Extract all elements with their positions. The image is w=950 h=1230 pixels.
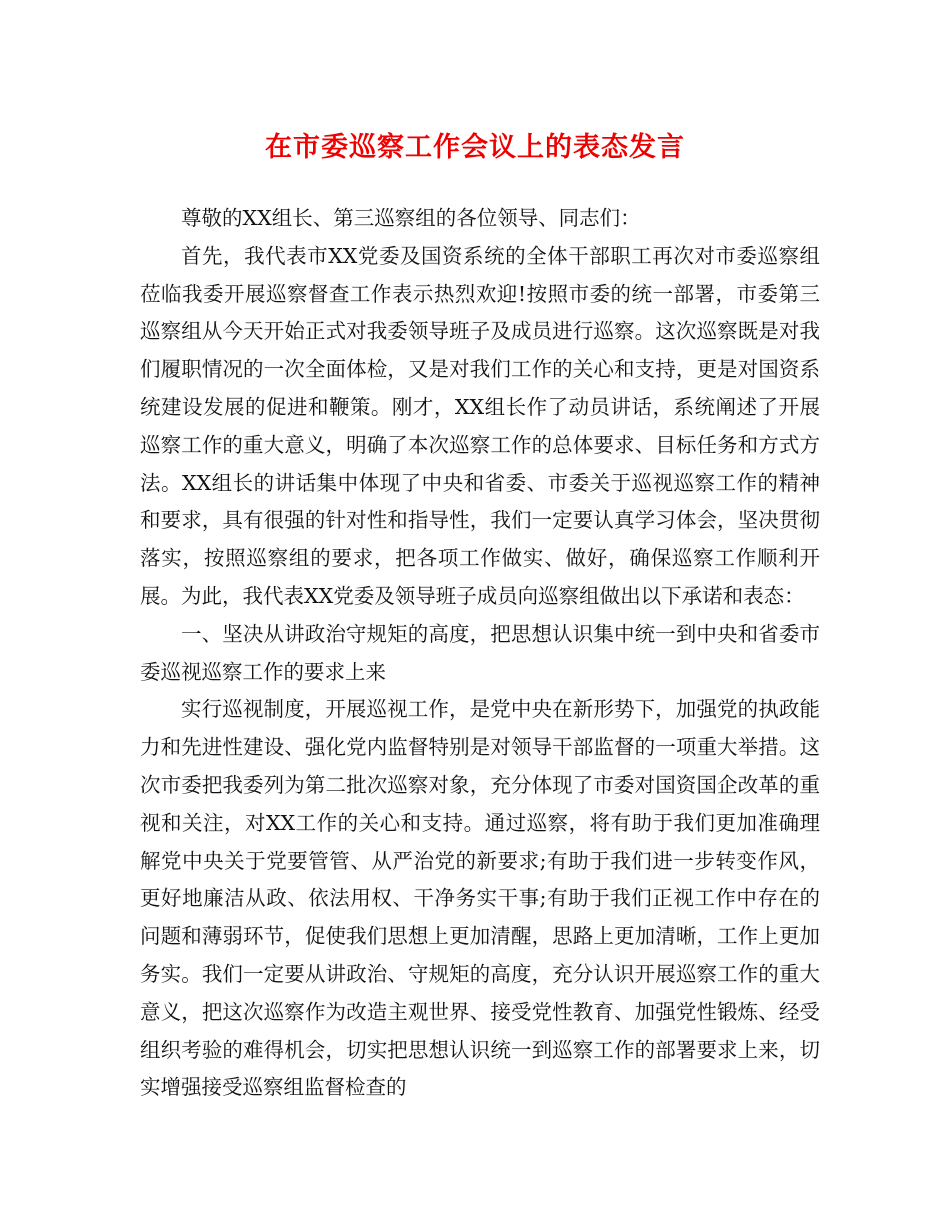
- document-title: 在市委巡察工作会议上的表态发言: [265, 132, 685, 163]
- opening-paragraph: 首先，我代表市XX党委及国资系统的全体干部职工再次对市委巡察组莅临我委开展巡察督查工作表示热烈欢迎!按照市委的统一部署，市委第三巡察组从今天开始正式对我委领导班子及成员进行巡察。这次巡察既是对我们履职情况的一次全面体检，又是对我们工作的关心和支持，更是对国资系统建设发展的促进和鞭策。刚才，XX组长作了动员讲话，系统阐述了开展巡察工作的重大意义，明确了本次巡察工作的总体要求、目标任务和方式方法。XX组长的讲话集中体现了中央和省委、市委关于巡视巡察工作的精神和要求，具有很强的针对性和指导性，我们一定要认真学习体会，坚决贯彻落实，按照巡察组的要求，把各项工作做实、做好，确保巡察工作顺利开展。为此，我代表XX党委及领导班子成员向巡察组做出以下承诺和表态：: [140, 243, 820, 608]
- document-body: [140, 200, 820, 1107]
- section-heading-1: 一、坚决从讲政治守规矩的高度，把思想认识集中统一到中央和省委市委巡视巡察工作的要求上来: [140, 621, 820, 684]
- salutation-paragraph: 尊敬的XX组长、第三巡察组的各位领导、同志们：: [181, 206, 641, 230]
- section-1-paragraph: 实行巡视制度，开展巡视工作，是党中央在新形势下，加强党的执政能力和先进性建设、强化党内监督特别是对领导干部监督的一项重大举措。这次市委把我委列为第二批次巡察对象，充分体现了市委对国资国企改革的重视和关注，对XX工作的关心和支持。通过巡察，将有助于我们更加准确理解党中央关于党要管管、从严治党的新要求;有助于我们进一步转变作风，更好地廉洁从政、依法用权、干净务实干事;有助于我们正视工作中存在的问题和薄弱环节，促使我们思想上更加清醒，思路上更加清晰，工作上更加务实。我们一定要从讲政治、守规矩的高度，充分认识开展巡察工作的重大意义，把这次巡察作为改造主观世界、接受党性教育、加强党性锻炼、经受组织考验的难得机会，切实把思想认识统一到巡察工作的部署要求上来，切实增强接受巡察组监督检查的: [140, 697, 820, 1100]
